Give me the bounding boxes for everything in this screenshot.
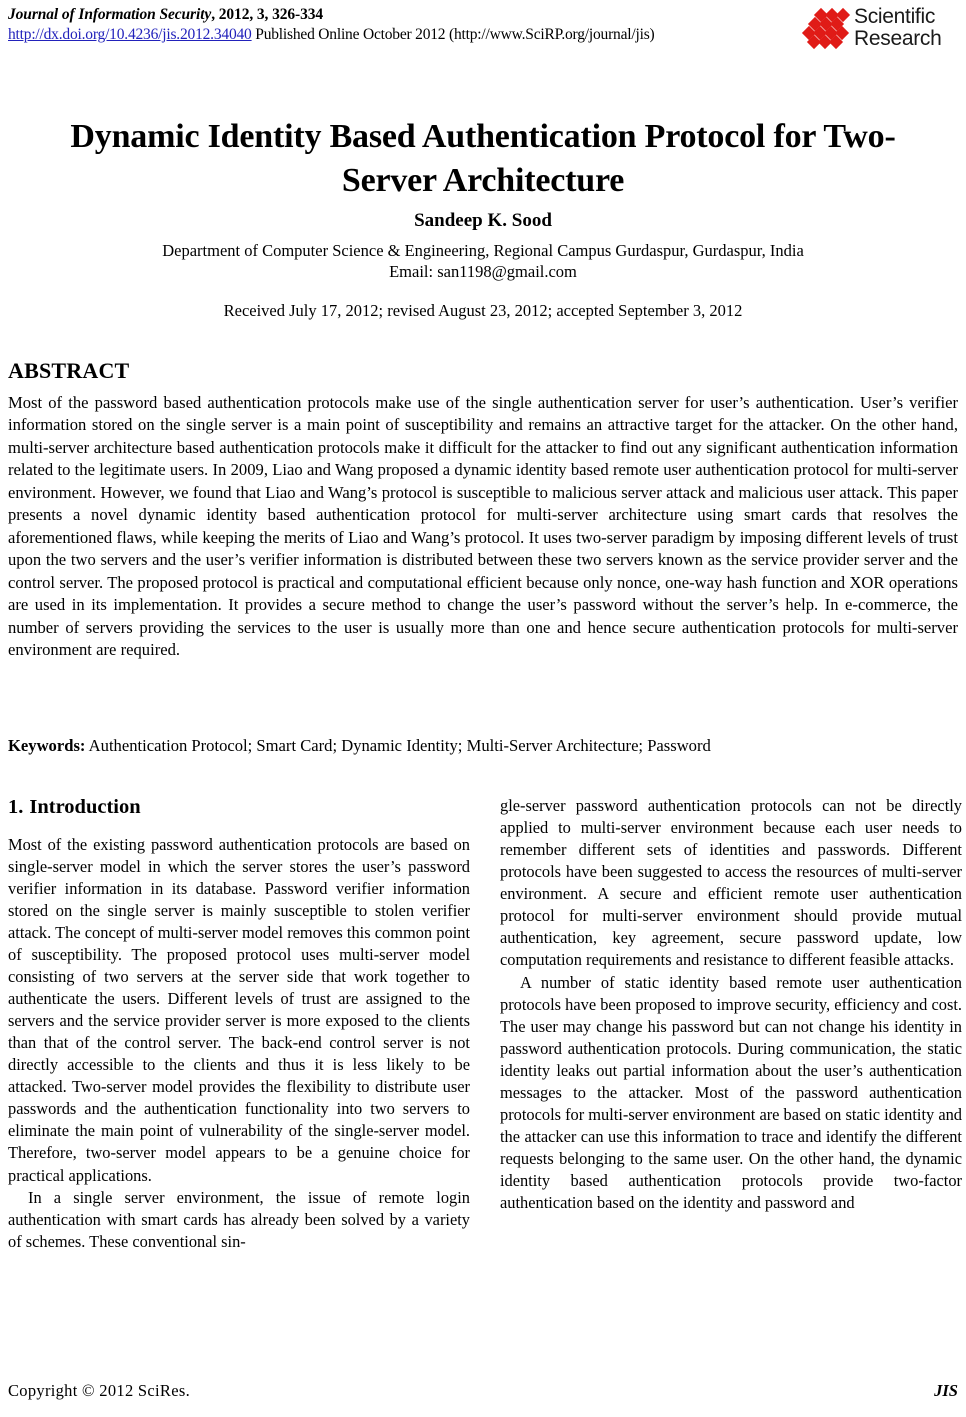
section-heading-introduction [8,795,470,820]
publisher-logo [802,2,962,54]
section-title: Introduction [29,796,141,818]
body-column-left [8,795,470,1253]
author-email: Email: san1198@gmail.com [389,262,577,282]
abstract-heading: ABSTRACT [8,358,130,383]
running-head [8,6,828,45]
doi-link[interactable]: http://dx.doi.org/10.4236/jis.2012.34040 [8,25,252,43]
paper-title: Dynamic Identity Based Authentication Protocol for Two-Server Architecture [70,117,896,199]
author-name: Sandeep K. Sood [414,210,552,231]
author-affiliation-block [48,240,918,283]
publisher-name [854,6,941,50]
publisher-name-line1: Scientific [854,5,936,29]
section-number: 1. [8,796,24,818]
abstract-text: Most of the password based authentication protocols make use of the single authentication server for user’s authentication. User’s verifier information stored on the single server is a main point of susceptibility and remains an attractive target for the attacker. On the other hand, multi-server architecture based authentication protocols make it difficult for the attacker to find out any significant authentication information related to the legitimate users. In 2009, Liao and Wang proposed a dynamic identity based remote user authentication protocol for multi-server environment. However, we found that Liao and Wang’s protocol is susceptible to malicious server attack and malicious user attack. This paper presents a novel dynamic identity based authentication protocol for multi-server architecture using smart cards that resolves the aforementioned flaws, while keeping the merits of Liao and Wang’s protocol. It uses two-server paradigm by imposing different levels of trust upon the two servers and the user’s verifier information is distributed between these two servers known as the service provider server and the control server. The proposed protocol is practical and computational efficient because only nonce, one-way hash function and XOR operations are used in its implementation. It provides a secure method to change the user’s password without the server’s help. In e-commerce, the number of servers providing the services to the user is usually more than one and hence secure authentication protocols for multi-server environment are required. [8,393,958,660]
paragraph: In a single server environment, the issue of remote login authentication with smart cards has already been solved by a variety of schemes. These conventional sin- [8,1187,470,1251]
paragraph: A number of static identity based remote user authentication protocols have been proposed to improve security, efficiency and cost. The user may change his password but can not change his identity in password authentication protocols. During communication, the static identity leaks out partial information about the user’s authentication messages to the attacker. Most of the password authentication protocols for multi-server environment are based on static identity and the attacker can use this information to trace and identify the different requests belonging to the same user. On the other hand, the dynamic identity based authentication protocols provide two-factor authentication based on the identity and password and [500,972,962,1213]
keywords-label: Keywords: [8,736,86,755]
keywords-line [8,735,958,757]
paragraph: gle-server password authentication protocols can not be directly applied to multi-server environment because each user needs to remember different sets of identities and passwords. Different protocols have been suggested to access the resources of multi-server environment. A secure and efficient remote user authentication protocol for multi-server environment should provide mutual authentication, key agreement, secure password update, low computation requirements and resistance to different feasible attacks. [500,796,962,970]
submission-dates: Received July 17, 2012; revised August 23, 2012; accepted September 3, 2012 [223,301,743,320]
publication-note: Published Online October 2012 (http://www.SciRP.org/journal/jis) [251,25,655,43]
journal-abbreviation: JIS [934,1381,958,1400]
journal-citation: , 2012, 3, 326-334 [211,6,324,23]
paragraph: Most of the existing password authentication protocols are based on single-server model in which the server stores the user’s password verifier information in its database. Password verifier information stored on the single server is mainly susceptible to stolen verifier attack. The concept of multi-server model removes this common point of susceptibility. The proposed protocol uses multi-server model consisting of two servers at the server side that work together to authenticate the users. Different levels of trust are assigned to the servers and the service provider server is more exposed to the clients than that of the control server. The back-end control server is not directly accessible to the clients and thus it is less likely to be attacked. Two-server model provides the flexibility to distribute user passwords and the authentication functionality into two servers to eliminate the main point of vulnerability of the single-server model. Therefore, two-server model appears to be a genuine choice for practical applications. [8,834,470,1185]
keywords-value: Authentication Protocol; Smart Card; Dynamic Identity; Multi-Server Architecture; Password [85,736,711,755]
scientific-research-diamonds-icon [802,6,850,50]
journal-name: Journal of Information Security [8,6,212,23]
doi-line [8,26,828,45]
body-column-right [500,795,962,1214]
author-affiliation: Department of Computer Science & Engineering, Regional Campus Gurdaspur, Gurdaspur, India [162,241,804,260]
publisher-name-line2: Research [854,27,942,50]
journal-citation-line [8,6,828,25]
copyright-notice: Copyright © 2012 SciRes. [8,1381,190,1400]
